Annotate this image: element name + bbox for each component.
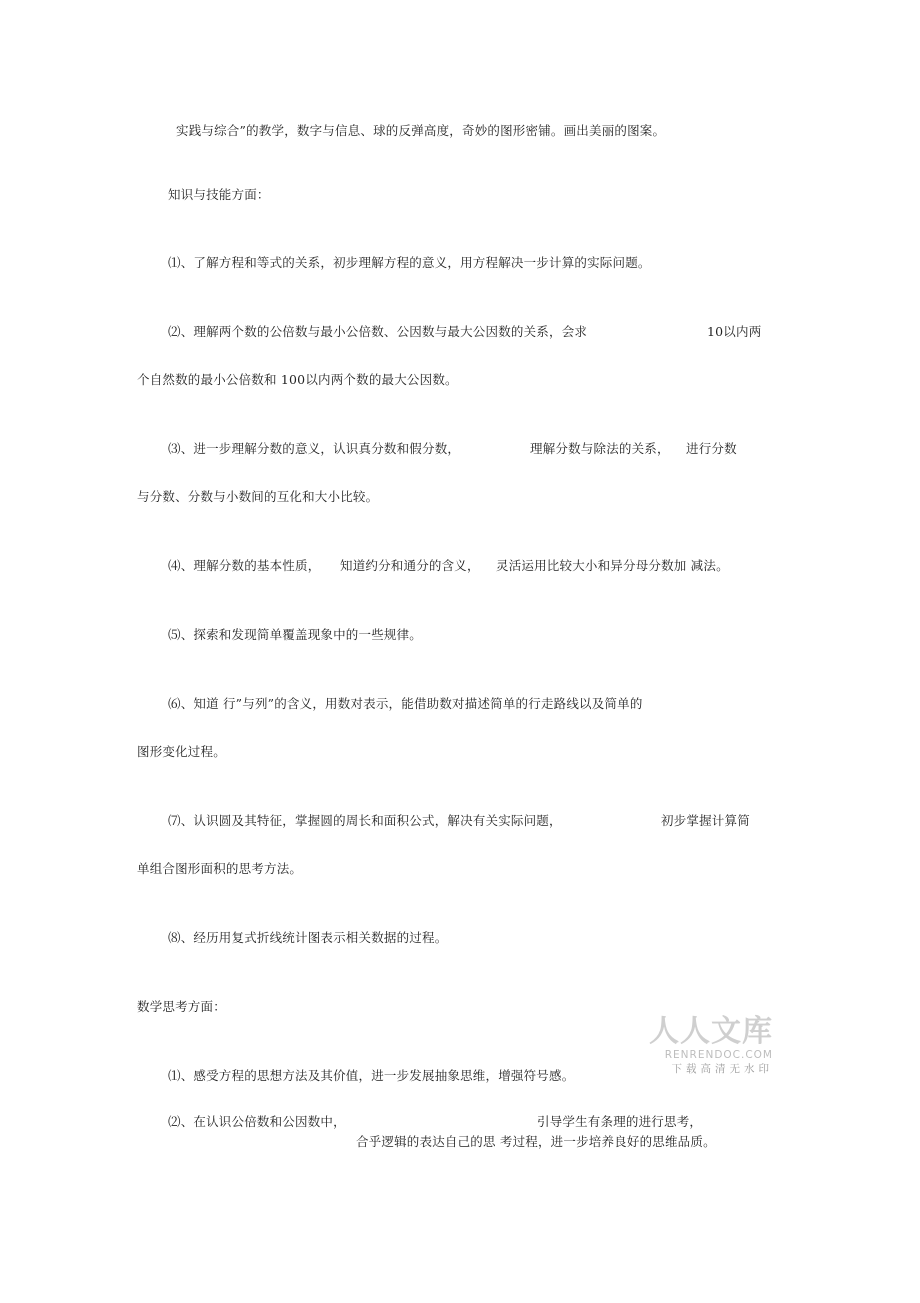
text-line: ⑹、知道 行”与列”的含义，用数对表示，能借助数对描述简单的行走路线以及简单的 (168, 696, 643, 711)
text-line: 合乎逻辑的表达自己的思 考过程，进一步培养良好的思维品质。 (356, 1134, 716, 1149)
text-line: ⑶、进一步理解分数的意义，认识真分数和假分数， (168, 441, 461, 456)
text-line: 单组合图形面积的思考方法。 (137, 861, 303, 876)
text-line: 图形变化过程。 (137, 744, 226, 759)
text-line: 初步掌握计算简 (661, 813, 750, 828)
text-line: ⑵、理解两个数的公倍数与最小公倍数、公因数与最大公因数的关系，会求 (168, 324, 588, 339)
text-line: ⑴、感受方程的思想方法及其价值，进一步发展抽象思维，增强符号感。 (168, 1068, 575, 1083)
text-line: ⑻、经历用复式折线统计图表示相关数据的过程。 (168, 930, 448, 945)
text-line: 进行分数 (686, 441, 737, 456)
watermark-logo (648, 1015, 773, 1076)
text-line: ⑷、理解分数的基本性质， (168, 558, 321, 573)
text-line: ⑵、在认识公倍数和公因数中， (168, 1114, 346, 1129)
section-heading-thinking: 数学思考方面： (137, 999, 226, 1014)
watermark-brand: 人人文库 (649, 1014, 773, 1049)
section-heading-knowledge: 知识与技能方面： (168, 187, 270, 202)
text-line: 10以内两 (707, 324, 762, 339)
text-line: 引导学生有条理的进行思考， (537, 1114, 703, 1129)
text-line: 实践与综合”的教学，数字与信息、球的反弹高度，奇妙的图形密铺。画出美丽的图案。 (176, 123, 666, 138)
text-line: 理解分数与除法的关系， (530, 441, 670, 456)
text-line: ⑸、探索和发现简单覆盖现象中的一些规律。 (168, 627, 423, 642)
watermark-tagline: 下载高清无水印 (671, 1063, 773, 1075)
text-line: 灵活运用比较大小和异分母分数加 减法。 (496, 558, 729, 573)
text-line: 知道约分和通分的含义， (340, 558, 480, 573)
text-line: ⑺、认识圆及其特征，掌握圆的周长和面积公式，解决有关实际问题， (168, 813, 562, 828)
text-line: 与分数、分数与小数间的互化和大小比较。 (137, 489, 379, 504)
text-line: ⑴、了解方程和等式的关系，初步理解方程的意义，用方程解决一步计算的实际问题。 (168, 255, 651, 270)
watermark-url: RENRENDOC.COM (664, 1049, 773, 1061)
text-line: 个自然数的最小公倍数和 100以内两个数的最大公因数。 (137, 372, 458, 387)
